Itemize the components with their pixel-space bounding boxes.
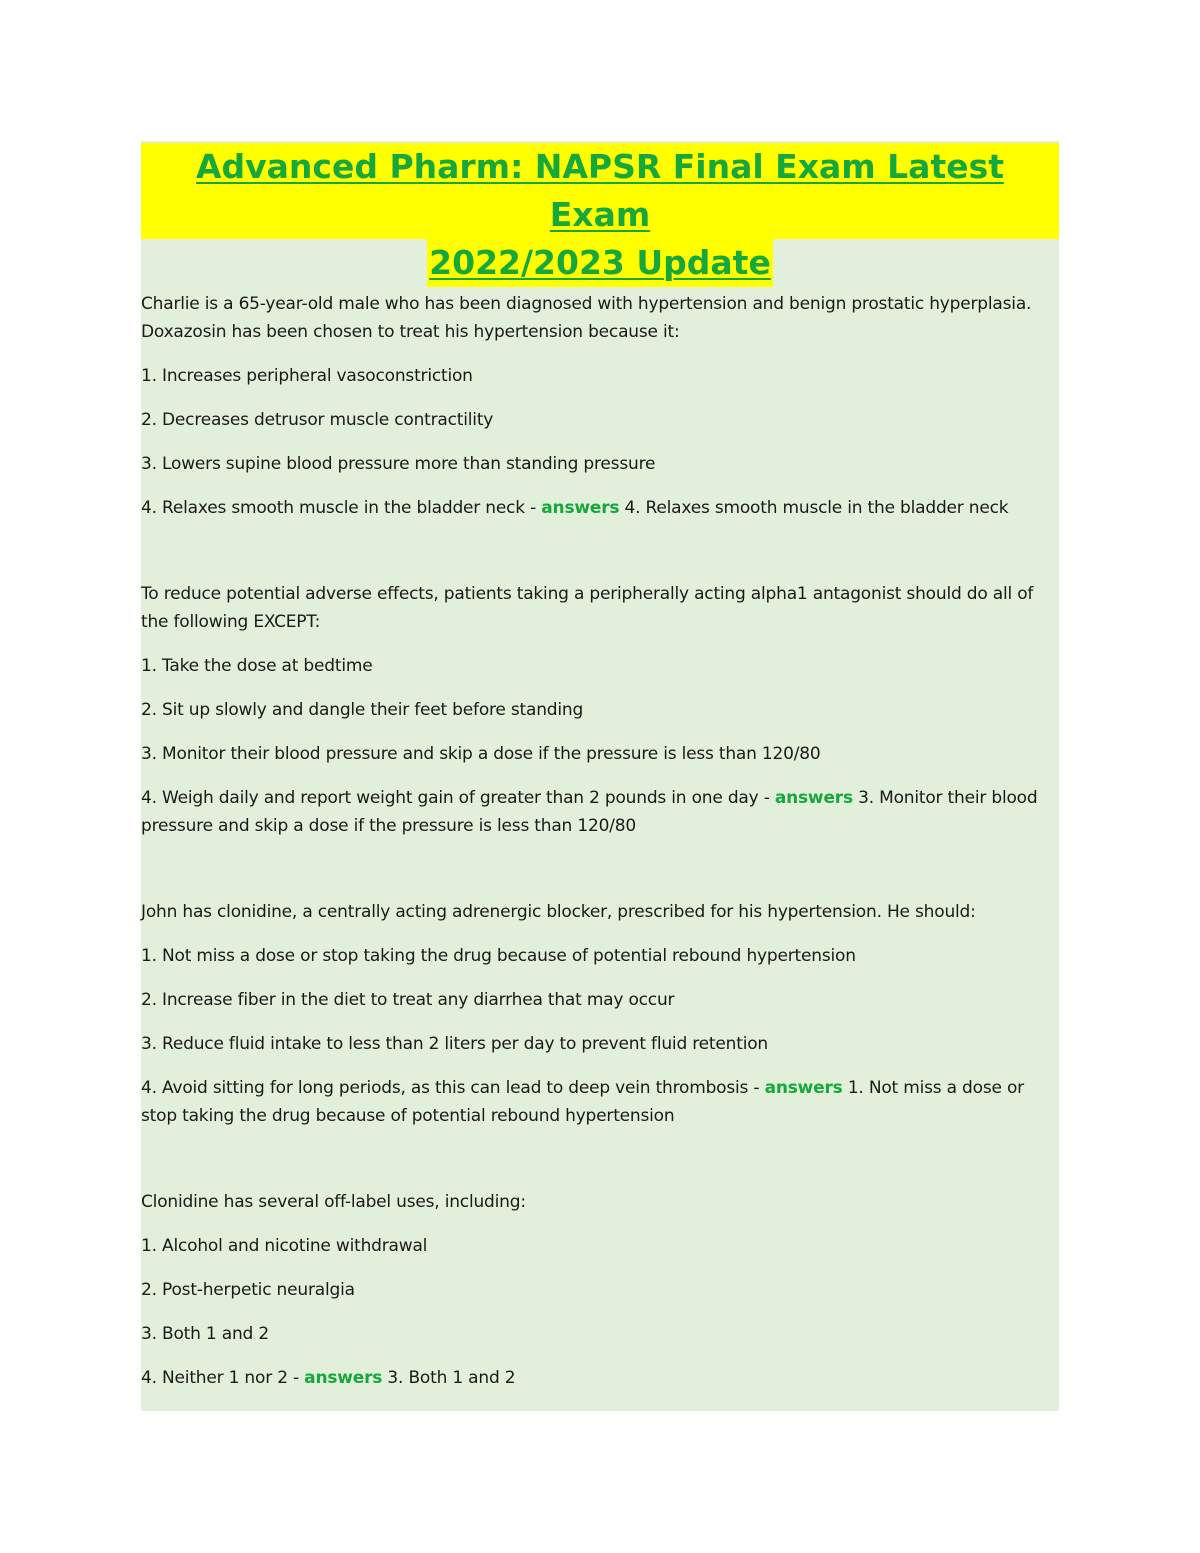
question-text: John has clonidine, a centrally acting adrenergic blocker, prescribed for his hypertension. He should: <box>141 902 976 922</box>
option-1: 1. Increases peripheral vasoconstriction <box>141 366 473 386</box>
option-2: 2. Increase fiber in the diet to treat any diarrhea that may occur <box>141 990 675 1010</box>
answer-text: 3. Both 1 and 2 <box>387 1368 516 1388</box>
question-text: Clonidine has several off-label uses, including: <box>141 1192 526 1212</box>
question-4 <box>141 1188 1059 1392</box>
answer-label: answers <box>304 1368 383 1388</box>
question-text: To reduce potential adverse effects, patients taking a peripherally acting alpha1 antagonist should do all of the following EXCEPT: <box>141 584 1039 632</box>
answer-text: 4. Relaxes smooth muscle in the bladder neck <box>624 498 1009 518</box>
option-3: 3. Lowers supine blood pressure more than standing pressure <box>141 454 656 474</box>
option-1: 1. Take the dose at bedtime <box>141 656 373 676</box>
title-line-1: Advanced Pharm: NAPSR Final Exam Latest Exam <box>141 143 1059 239</box>
question-list <box>141 290 1059 1392</box>
answer-text: 3. Monitor their blood pressure and skip a dose if the pressure is less than 120/80 <box>141 788 1043 836</box>
option-2: 2. Decreases detrusor muscle contractility <box>141 410 494 430</box>
answer-label: answers <box>774 788 853 808</box>
document-panel <box>141 141 1059 1411</box>
option-3: 3. Both 1 and 2 <box>141 1324 269 1344</box>
answer-label: answers <box>541 498 620 518</box>
answer-label: answers <box>764 1078 843 1098</box>
option-4-with-answer <box>141 1364 1059 1392</box>
question-text: Charlie is a 65-year-old male who has been diagnosed with hypertension and benign prostatic hyperplasia. Doxazosin has been chosen to treat his hypertension because it: <box>141 294 1037 342</box>
title-line-2: 2022/2023 Update <box>427 239 773 287</box>
option-4-with-answer <box>141 494 1059 522</box>
question-3 <box>141 898 1059 1130</box>
option-1: 1. Not miss a dose or stop taking the drug because of potential rebound hypertension <box>141 946 856 966</box>
option-2: 2. Post-herpetic neuralgia <box>141 1280 355 1300</box>
option-4-with-answer <box>141 784 1059 840</box>
answer-text: 1. Not miss a dose or stop taking the drug because of potential rebound hypertension <box>141 1078 1030 1126</box>
option-3: 3. Monitor their blood pressure and skip a dose if the pressure is less than 120/80 <box>141 744 821 764</box>
document-title <box>141 143 1059 287</box>
option-2: 2. Sit up slowly and dangle their feet before standing <box>141 700 584 720</box>
option-4: 4. Avoid sitting for long periods, as this can lead to deep vein thrombosis - <box>141 1078 765 1098</box>
option-4: 4. Relaxes smooth muscle in the bladder neck - <box>141 498 542 518</box>
question-2 <box>141 580 1059 840</box>
option-4: 4. Neither 1 nor 2 - <box>141 1368 305 1388</box>
question-1 <box>141 290 1059 522</box>
option-4-with-answer <box>141 1074 1059 1130</box>
option-3: 3. Reduce fluid intake to less than 2 liters per day to prevent fluid retention <box>141 1034 768 1054</box>
option-4: 4. Weigh daily and report weight gain of greater than 2 pounds in one day - <box>141 788 775 808</box>
option-1: 1. Alcohol and nicotine withdrawal <box>141 1236 428 1256</box>
